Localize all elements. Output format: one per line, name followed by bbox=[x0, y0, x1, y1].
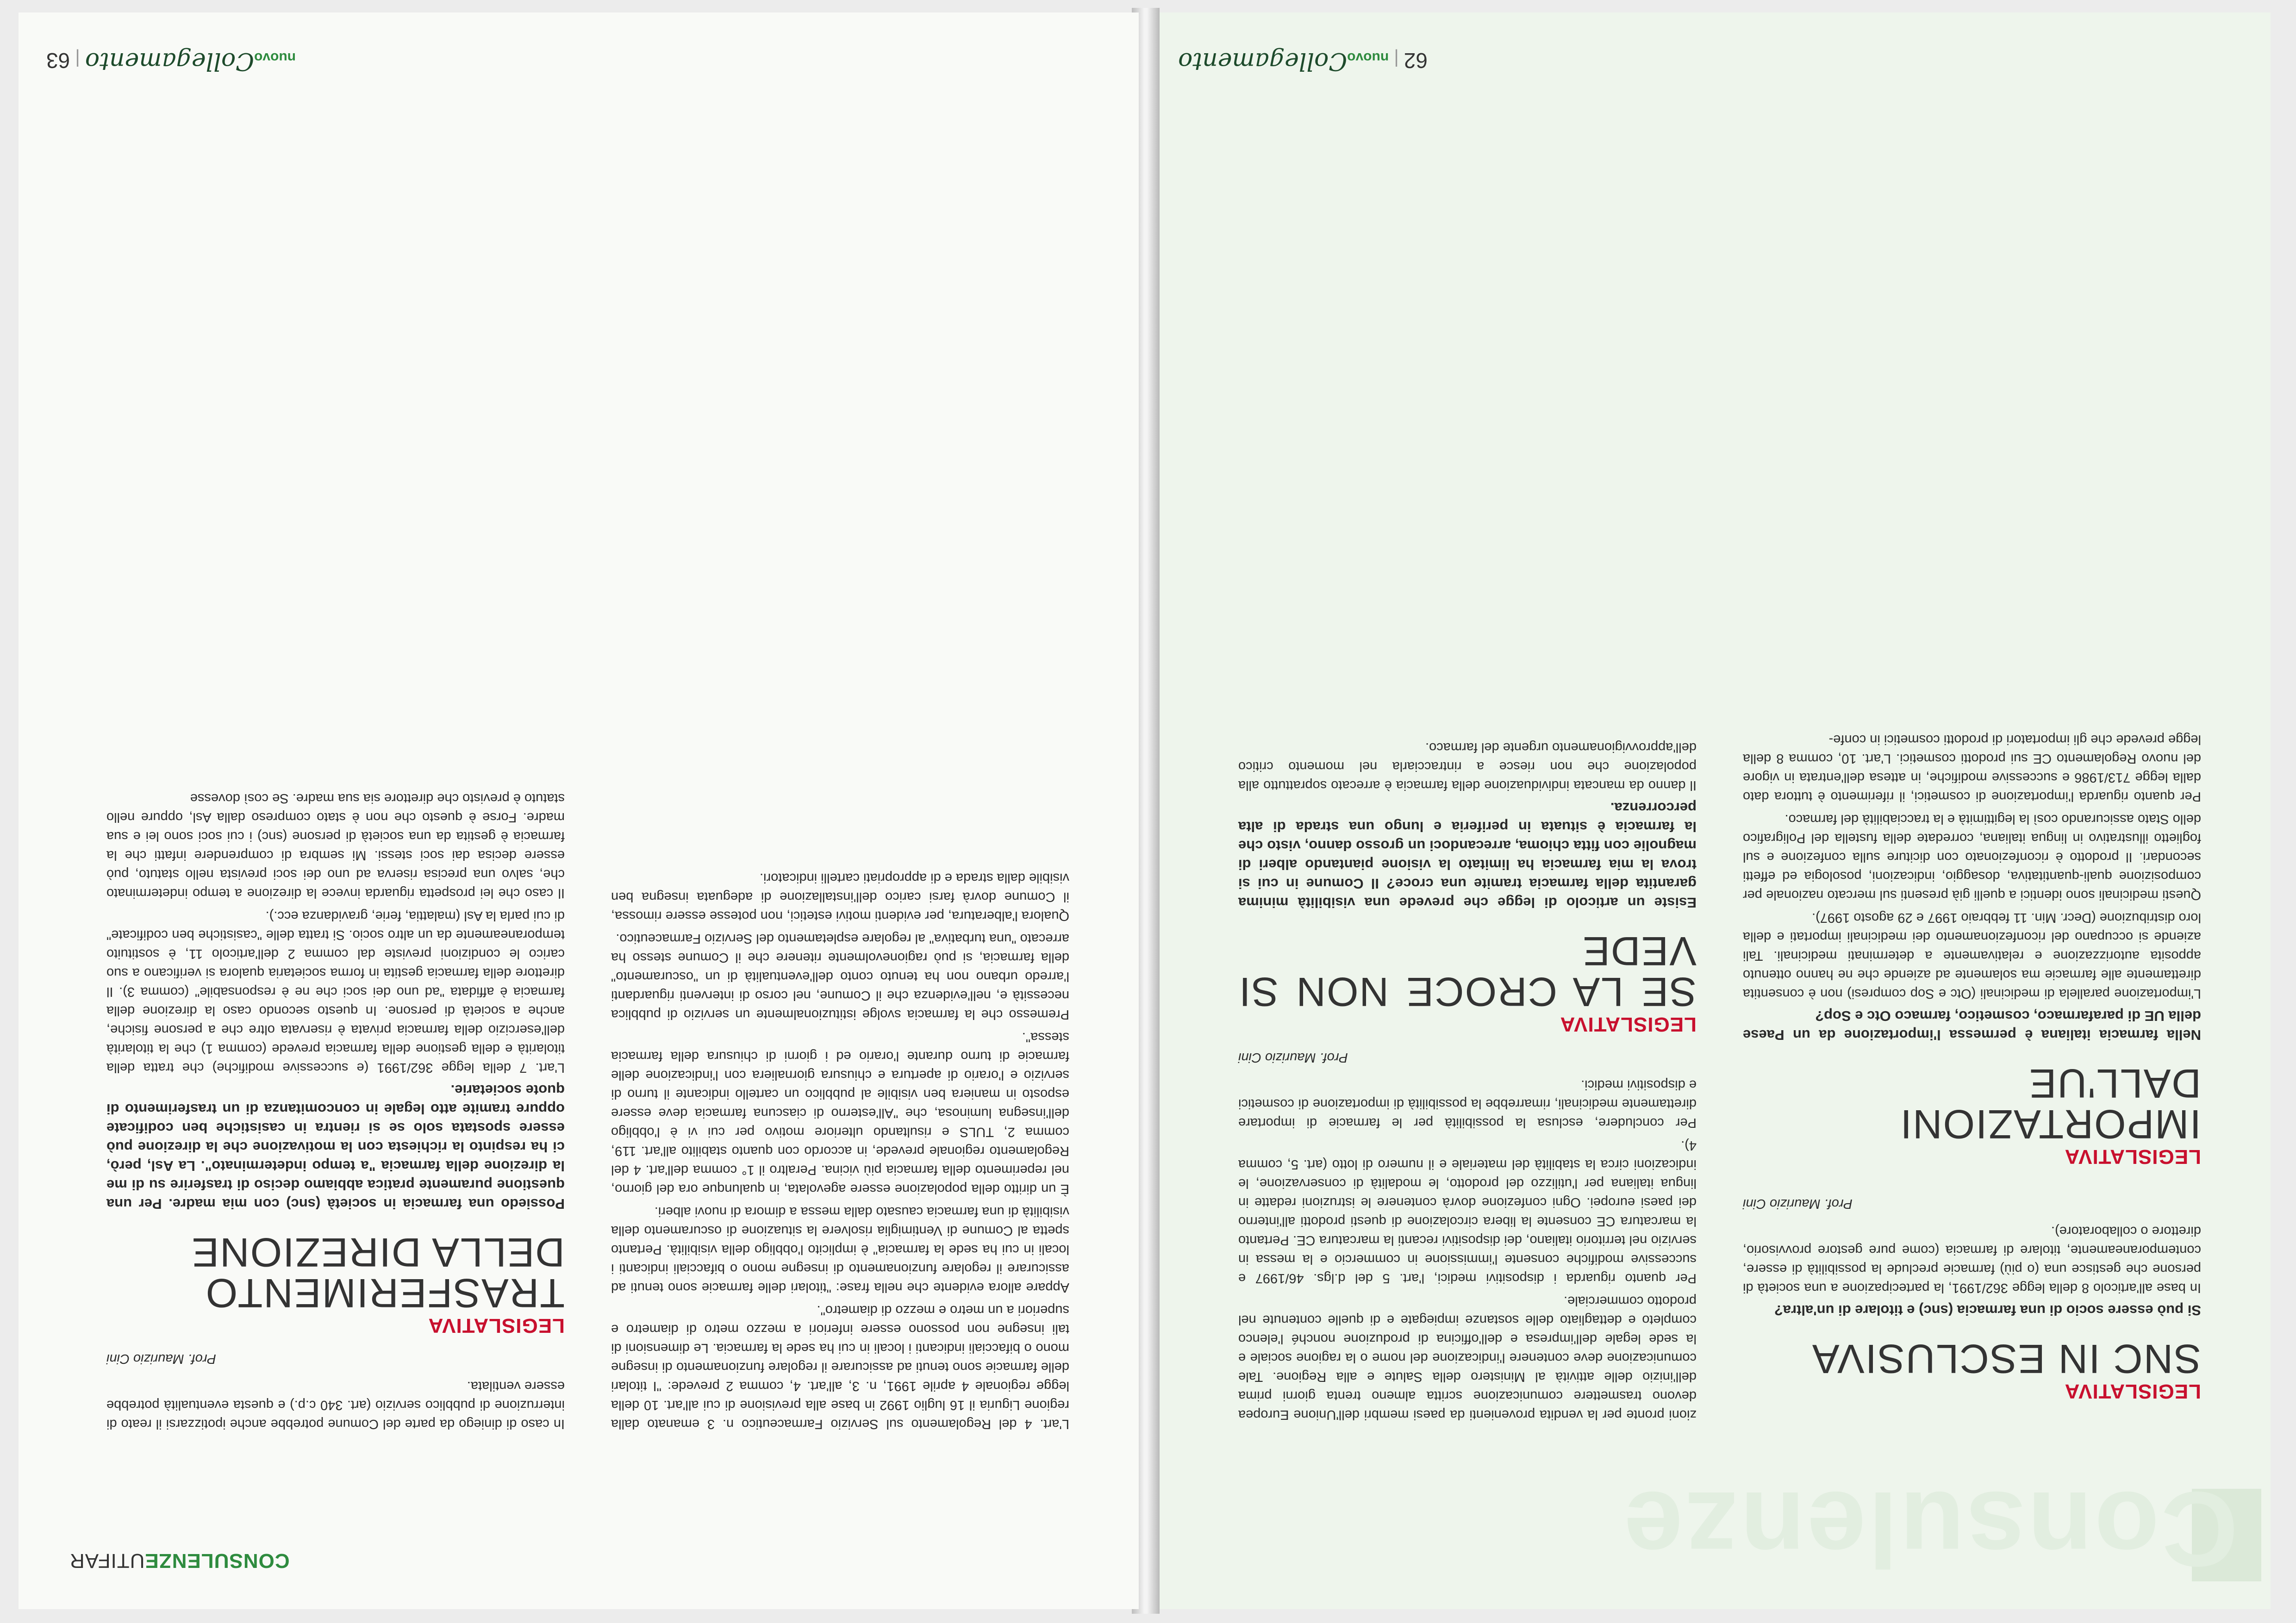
article-paragraph: L'art. 4 del Regolamento sul Servizio Farmaceutico n. 3 emanato dalla regione Liguria il 16 luglio 1992 in base alla previsione di cui all'art. 10 della legge regionale 4 aprile 1991, n. 3, all'art. 4, comma 2 prevede: "I titolari delle farmacie sono tenuti ad assicurare il regolare funzionamento di insegne mono o bifacciali indicanti i locali in cui ha sede la farmacia. Le dimensioni di tali insegne non possono essere inferiori a mezzo metro di diametro e superiori a un metro e mezzo di diametro". bbox=[611, 1303, 1069, 1431]
article-paragraph: Il caso che lei prospetta riguarda invece la direzione a tempo indeterminato che, salvo una precisa riserva ad uno dei soci prevista nello statuto, può essere decisa dai soci stessi. Mi sembra di comprendere infatti che la farmacia è gestita da una società di persone (snc) i cui soci sono lei e sua madre. Forse è questo che non è stato compreso dalla Asl, oppure nello statuto è previsto che direttore sia sua madre. Se così dovesse bbox=[106, 791, 565, 901]
page-63-column-2 bbox=[106, 761, 565, 1433]
article-paragraph: zioni pronte per la vendita provenienti da paesi membri dell'Unione Europea devono trasmettere comunicazione scritta almeno trenta giorni prima dell'inizio delle attività al Ministero della Salute e alla Regione. Tale comunicazione deve contenere l'indicazione del nome o la ragione sociale e la sede legale dell'impresa e dell'officina di produzione nonché l'elenco completo e dettagliato delle sostanze impiegate e di quelle contenute nel prodotto commerciale. bbox=[1238, 1293, 1697, 1422]
article-paragraph: In base all'articolo 8 della legge 362/1991, la partecipazione a una società di persone che gestisce una (o più) farmacie preclude la possibilità di essere, contemporaneamente, titolare di farmacia (come pure gestore provvisorio, direttore o collaboratore). bbox=[1743, 1224, 2201, 1295]
article-title: IMPORTAZIONI DALL'UE bbox=[1899, 1061, 2201, 1147]
article-paragraph: Questi medicinali sono identici a quelli già presenti sul mercato nazionale per composizione quali-quantitativa, dosaggio, indicazioni, posologia ed effetti secondari. Il prodotto è riconfezionato con diciture sulla confezione e sul foglietto illustrativo in lingua italiana, corredate della fustella del Poligrafico dello Stato assicurando così la legittimità e la tracciabilità del farmaco. bbox=[1743, 812, 2201, 902]
article-question: Nella farmacia italiana è permessa l'importazione da un Paese della UE di parafarmaco, cosmetico, farmaco Otc e Sop? bbox=[1743, 1008, 2201, 1043]
article-rubric: LEGISLATIVA bbox=[1560, 1013, 1697, 1036]
brand-word: nuovo bbox=[1347, 50, 1389, 65]
article-rubric: LEGISLATIVA bbox=[2064, 1380, 2201, 1403]
section-rest: UTIFAR bbox=[69, 1549, 145, 1572]
article-importazioni bbox=[1743, 730, 2201, 1166]
page-62-footer: 62 | nuovoCollegamento bbox=[1178, 47, 1428, 75]
article-paragraph: Per quanto riguarda i dispositivi medici, l'art. 5 del d.lgs. 46/1997 e successive modifiche consente l'immissione in commercio e la messa in servizio nel territorio italiano, dei dispositivi recanti la marcatura CE. Pertanto la marcatura CE consente la libera circolazione di questi prodotti all'interno dei paesi europei. Ogni confezione dovrà contenere le istruzioni redatte in lingua italiana per l'utilizzo del prodotto, le modalità di conservazione, le indicazioni circa la stabilità del materiale e il numero di lotto (art. 5, comma 4). bbox=[1238, 1138, 1697, 1286]
article-rubric: LEGISLATIVA bbox=[428, 1314, 565, 1337]
page-63-footer: nuovoCollegamento | 63 bbox=[46, 47, 296, 75]
article-paragraph: È un diritto della popolazione essere agevolata, in qualunque ora del giorno, nel reperimento della farmacia più vicina. Peraltro il 1° comma dell'art. 4 del Regolamento regionale prevede, in accordo con quanto stabilito all'art. 119, comma 2, TULS e risultando ulteriore motivo per cui vi è l'obbligo dell'insegna luminosa, che "All'esterno di ciascuna farmacia deve essere esposto in maniera ben visibile al pubblico un cartello indicante il turno di servizio e l'orario di apertura e chiusura giornaliera con l'indicazione delle farmacie di turno durante l'orario ed i giorni di chiusura della farmacia stessa". bbox=[611, 1030, 1069, 1196]
article-paragraph: Per concludere, esclusa la possibilità per le farmacie di importare direttamente medicinali, rimarrebbe la possibilità di importazione di cosmetici e dispositivi medici. bbox=[1238, 1077, 1697, 1130]
brand-word: nuovo bbox=[254, 50, 296, 65]
article-title: TRASFERIMENTO DELLA DIREZIONE bbox=[191, 1230, 565, 1316]
page-number: 63 bbox=[46, 49, 70, 73]
article-signature: Prof. Maurizio Cini bbox=[106, 1351, 216, 1366]
consulenze-watermark: Consulenze bbox=[1622, 1470, 2238, 1589]
brand-suffix: Collegamento bbox=[1178, 47, 1348, 75]
article-trasferimento bbox=[106, 789, 565, 1335]
article-paragraph: Appare allora evidente che nella frase: "titolari delle farmacie sono tenuti ad assicurare il regolare funzionamento di insegne mono o bifacciali indicanti i locali in cui ha sede la farmacia" è implicito l'obbligo della visibilità. Pertanto spetta al Comune di Ventimiglia risolvere la situazione di oscuramento della visibilità di una farmacia causato dalla messa a dimora di nuovi alberi. bbox=[611, 1204, 1069, 1295]
brand-logo bbox=[85, 47, 296, 75]
page-62-column-1 bbox=[1743, 702, 2201, 1415]
article-snc-in-esclusiva bbox=[1743, 1194, 2201, 1401]
article-paragraph: Il danno da mancata individuazione della farmacia è arrecato soprattutto alla popolazione che non riesce a rintracciarla nel momento critico dell'approvvigionamento urgente del farmaco. bbox=[1238, 740, 1697, 793]
article-question: Si può essere socio di una farmacia (snc) e titolare di un'altra? bbox=[1774, 1302, 2201, 1318]
article-paragraph: L'importazione parallela di medicinali (Otc e Sop compresi) non è consentita direttamente alle farmacie ma solamente ad aziende che ne hanno ottenuto apposita autorizzazione e relativamente a determinati medicinali. Tali aziende si occupano del riconfezionamento dei medicinali importati e della loro distribuzione (Decr. Min. 11 febbraio 1997 e 29 agosto 1997). bbox=[1743, 910, 2201, 1001]
article-signature: Prof. Maurizio Cini bbox=[1743, 1196, 1853, 1211]
article-croce bbox=[1238, 738, 1697, 1034]
article-question: Esiste un articolo di legge che prevede una visibilità minima garantita della farmacia tramite una croce? Il Comune in cui si trova la mia farmacia ha limitato la visione piantando alberi di magnolie con fitta chioma, arrecandoci un grosso danno, visto che la farmacia è situata in periferia e lungo una strada di alta percorrenza. bbox=[1238, 800, 1697, 911]
article-question: Possiedo una farmacia in società (snc) con mia madre. Per una questione puramente pratica abbiamo deciso di trasferire su di me la direzione della farmacia "a tempo indeterminato". La Asl, però, ci ha respinto la richiesta con la motivazione che la direzione può essere spostata solo se si rientra in casistiche ben codificate oppure tramite atto legale in concomitanza di un trasferimento di quote societarie. bbox=[106, 1082, 565, 1212]
page-63 bbox=[19, 12, 1139, 1609]
article-paragraph: Per quanto riguarda l'importazione di cosmetici, il riferimento è tuttora dato dalla legge 713/1986 e successive modifiche, in attesa dell'entrata in vigore del nuovo Regolamento CE sui prodotti cosmetici. L'art. 10, comma 8 della legge prevede che gli importatori di prodotti cosmetici in confe- bbox=[1743, 732, 2201, 804]
page-62-column-2 bbox=[1238, 710, 1697, 1424]
article-paragraph: L'art. 7 della legge 362/1991 (e successive modifiche) che tratta della titolarità e della gestione della farmacia prevede (comma 1) che la titolarità dell'esercizio della farmacia privata è riservata oltre che a persone fisiche, anche a società di persone. In questo secondo caso la direzione della farmacia è affidata "ad uno dei soci che ne è responsabile" (comma 3). Il direttore della farmacia gestita in forma societaria qualora si verificano a suo carico le condizioni previste dal comma 2 dell'articolo 11, è sostituito temporaneamente da un altro socio. Si tratta delle "casistiche ben codificate" di cui parla la Asl (malattia, ferie, gravidanza ecc.). bbox=[106, 908, 565, 1075]
article-paragraph: Premesso che la farmacia svolge istituzionalmente un servizio di pubblica necessità e, nell'evidenza che il Comune, nel corso di interventi riguardanti l'arredo urbano non ha tenuto conto dell'eventualità di un "oscuramento" della farmacia, si può ragionevolmente ritenere che il Comune stesso ha arrecato "una turbativa" al regolare espletamento del Servizio Farmaceutico. bbox=[611, 931, 1069, 1022]
article-title: SNC IN ESCLUSIVA bbox=[1811, 1336, 2201, 1382]
page-62 bbox=[1150, 12, 2271, 1609]
page-63-column-1 bbox=[611, 864, 1069, 1433]
article-signature: Prof. Maurizio Cini bbox=[1238, 1050, 1348, 1065]
article-title: SE LA CROCE NON SI VEDE bbox=[1238, 928, 1697, 1015]
article-rubric: LEGISLATIVA bbox=[2064, 1145, 2201, 1168]
brand-suffix: Collegamento bbox=[85, 47, 255, 75]
brand-logo bbox=[1178, 47, 1389, 75]
article-paragraph: In caso di diniego da parte del Comune potrebbe anche ipotizzarsi il reato di interruzione di pubblico servizio (art. 340 c.p.) e questa eventualità potrebbe essere ventilata. bbox=[106, 1379, 565, 1431]
section-header bbox=[69, 1549, 290, 1572]
section-bold: CONSULENZE bbox=[144, 1549, 290, 1572]
page-number: 62 bbox=[1404, 49, 1428, 73]
article-paragraph: Qualora l'alberatura, per evidenti motivi estetici, non potesse essere rimossa, il Comune dovrà farsi carico dell'installazione di adeguata insegna ben visibile dalla strada e di appropriati cartelli indicatori. bbox=[611, 871, 1069, 923]
